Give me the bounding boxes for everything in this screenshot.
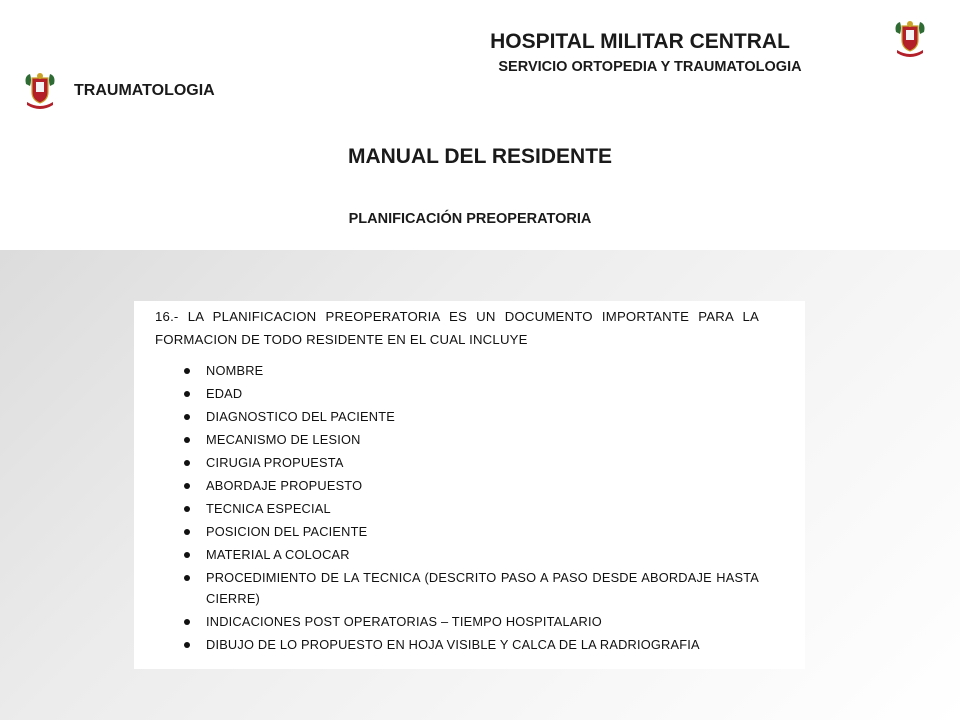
bullet-icon [184,368,190,374]
document-excerpt [134,301,805,669]
department-name: TRAUMATOLOGIA [74,82,215,99]
list-item [184,610,759,633]
list-item-text: TECNICA ESPECIAL [206,501,331,516]
bullet-icon [184,552,190,558]
list-item [184,520,759,543]
list-item [184,451,759,474]
list-item [184,566,759,610]
bullet-icon [184,391,190,397]
manual-title: MANUAL DEL RESIDENTE [347,145,613,168]
bullet-icon [184,414,190,420]
section-title: PLANIFICACIÓN PREOPERATORIA [348,211,592,227]
bullet-icon [184,619,190,625]
list-item [184,633,759,656]
list-item-text: PROCEDIMIENTO DE LA TECNICA (DESCRITO PASO A PASO DESDE ABORDAJE HASTA CIERRE) [206,570,759,606]
list-item [184,405,759,428]
military-crest-icon [892,18,928,62]
list-item-text: MECANISMO DE LESION [206,432,361,447]
list-item-text: CIRUGIA PROPUESTA [206,455,344,470]
list-item-text: POSICION DEL PACIENTE [206,524,368,539]
list-item-text: DIAGNOSTICO DEL PACIENTE [206,409,395,424]
bullet-icon [184,460,190,466]
bullet-icon [184,642,190,648]
list-item-text: ABORDAJE PROPUESTO [206,478,363,493]
list-item [184,497,759,520]
bullet-icon [184,483,190,489]
military-crest-icon [22,70,58,114]
hospital-name: HOSPITAL MILITAR CENTRAL [490,30,790,53]
intro-paragraph: 16.- LA PLANIFICACION PREOPERATORIA ES UN DOCUMENTO IMPORTANTE PARA LA FORMACION DE TODO RESIDENTE EN EL CUAL INCLUYE [155,309,759,347]
list-item [184,543,759,566]
bullet-icon [184,437,190,443]
list-item [184,428,759,451]
list-item-text: MATERIAL A COLOCAR [206,547,350,562]
service-name: SERVICIO ORTOPEDIA Y TRAUMATOLOGIA [498,59,802,75]
bullet-icon [184,506,190,512]
list-item-text: DIBUJO DE LO PROPUESTO EN HOJA VISIBLE Y CALCA DE LA RADRIOGRAFIA [206,637,700,652]
list-item [184,382,759,405]
list-item-text: NOMBRE [206,363,264,378]
list-item [184,474,759,497]
requirements-list [155,359,759,656]
bullet-icon [184,575,190,581]
bullet-icon [184,529,190,535]
list-item-text: EDAD [206,386,243,401]
list-item [184,359,759,382]
list-item-text: INDICACIONES POST OPERATORIAS – TIEMPO HOSPITALARIO [206,614,602,629]
